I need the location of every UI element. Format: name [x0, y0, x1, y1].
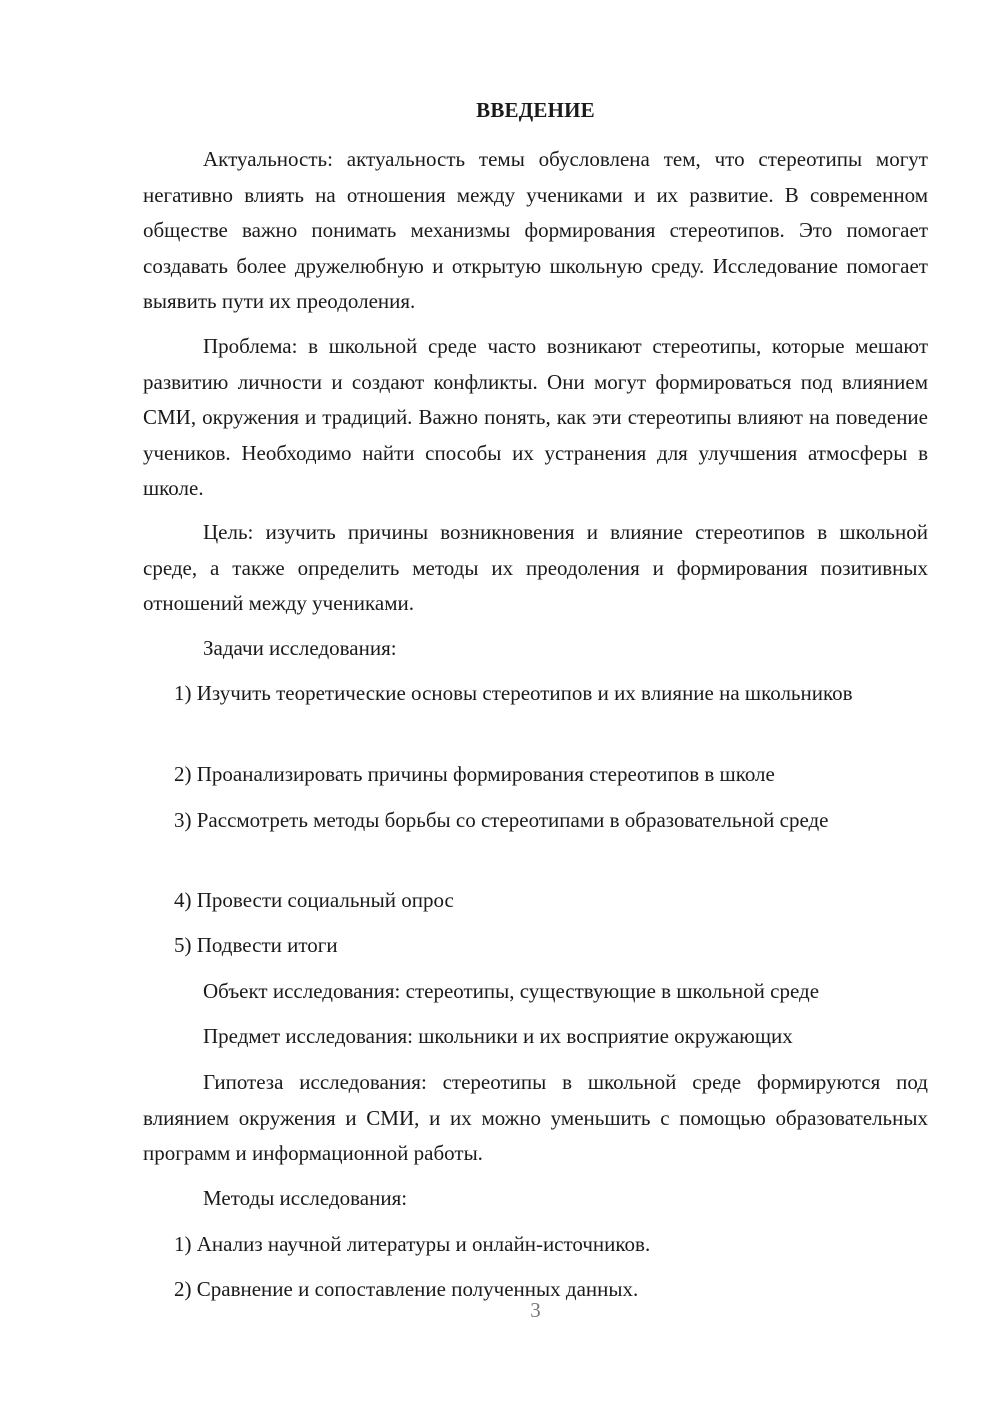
- task-item: 4) Провести социальный опрос: [174, 888, 454, 912]
- methods-heading: Методы исследования:: [203, 1186, 408, 1210]
- problem-paragraph: Проблема: в школьной среде часто возникают стереотипы, которые мешают развитию личности и создают конфликты. Они могут формироваться под влиянием СМИ, окружения и традиций. Важно понять, как эти стереотипы влияют на поведение учеников. Необходимо найти способы их устранения для улучшения атмосферы в школе.: [143, 334, 928, 500]
- hypothesis-paragraph: Гипотеза исследования: стереотипы в школьной среде формируются под влиянием окружения и СМИ, и их можно уменьшить с помощью образовательных программ и информационной работы.: [143, 1070, 928, 1165]
- task-item: 2) Проанализировать причины формирования стереотипов в школе: [174, 762, 775, 786]
- task-item: 5) Подвести итоги: [174, 933, 338, 957]
- task-item: 3) Рассмотреть методы борьбы со стереотипами в образовательной среде: [174, 808, 829, 832]
- relevance-paragraph: Актуальность: актуальность темы обусловлена тем, что стереотипы могут негативно влиять на отношения между учениками и их развитие. В современном обществе важно понимать механизмы формирования стереотипов. Это помогает создавать более дружелюбную и открытую школьную среду. Исследование помогает выявить пути их преодоления.: [143, 147, 928, 313]
- method-item: 2) Сравнение и сопоставление полученных данных.: [174, 1277, 639, 1301]
- method-item: 1) Анализ научной литературы и онлайн-источников.: [174, 1232, 651, 1256]
- document-page: [143, 0, 928, 1414]
- subject-paragraph: Предмет исследования: школьники и их восприятие окружающих: [203, 1024, 793, 1048]
- object-paragraph: Объект исследования: стереотипы, существующие в школьной среде: [203, 979, 820, 1003]
- section-title: ВВЕДЕНИЕ: [476, 98, 595, 122]
- tasks-heading: Задачи исследования:: [203, 636, 397, 660]
- page-number: 3: [530, 1298, 541, 1322]
- task-item: 1) Изучить теоретические основы стереотипов и их влияние на школьников: [174, 681, 853, 705]
- goal-paragraph: Цель: изучить причины возникновения и влияние стереотипов в школьной среде, а также определить методы их преодоления и формирования позитивных отношений между учениками.: [143, 520, 928, 615]
